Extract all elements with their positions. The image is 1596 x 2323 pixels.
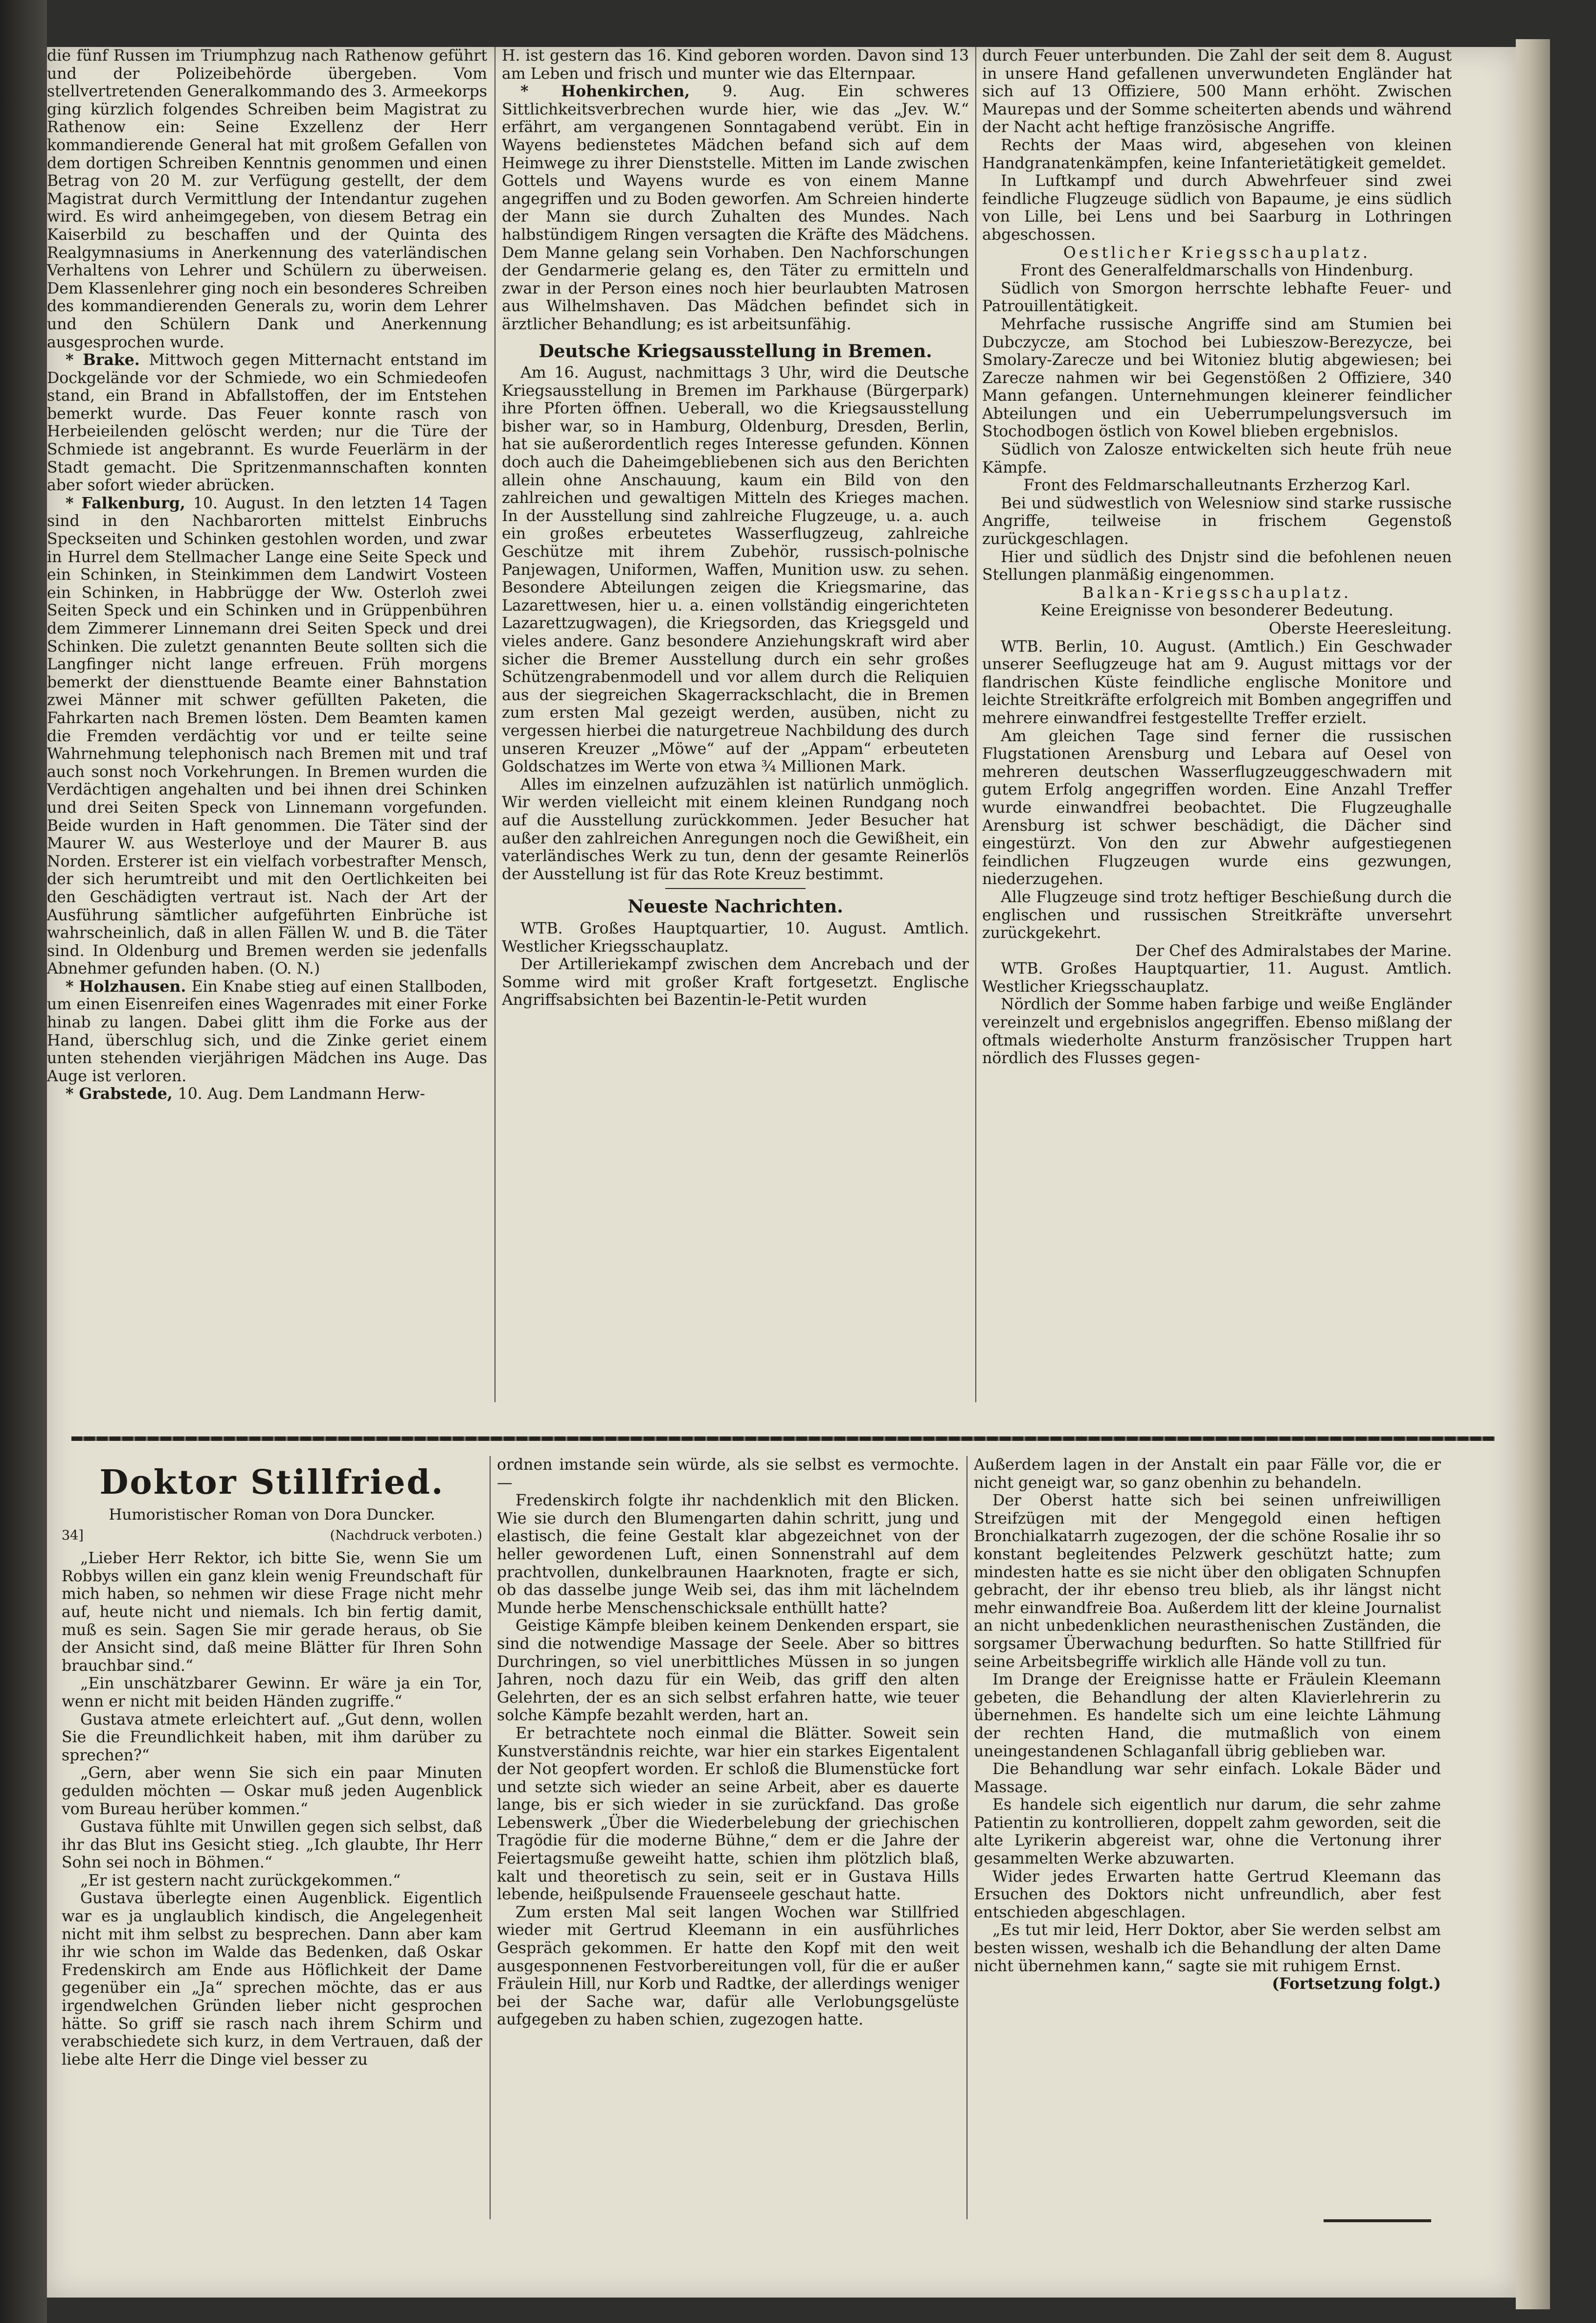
news-paragraph xyxy=(982,638,1452,728)
novel-paragraph: Außerdem lagen in der Anstalt ein paar Fälle vor, die er nicht geneigt war, so ganz obenhin zu behandeln. xyxy=(974,1456,1441,1492)
end-rule xyxy=(1324,2219,1431,2222)
column-divider xyxy=(975,47,976,1402)
paragraph-text: durch Feuer unterbunden. Die Zahl der seit dem 8. August in unsere Hand gefallenen unverwundeten Engländer hat sich auf 13 Offiziere, 500 Mann erhöht. Zwischen Maurepas und der Somme scheiterten abends und während der Nacht acht heftige französische Angriffe. xyxy=(982,47,1452,137)
place-name: * Grabstede, xyxy=(66,1085,178,1103)
novel-paragraph: Gustava überlegte einen Augenblick. Eigentlich war es ja unglaublich kindisch, die Angelegenheit nicht mit ihm selbst zu besprechen. Dann aber kam ihr wie schon im Walde das Bedenken, daß Oskar Fredenskirch am Ende aus Höflichkeit der Dame gegenüber ein „Ja“ sprechen möchte, das er aus irgendwelchen Gründen lieber nicht gesprochen hätte. So griff sie rasch nach ihrem Schirm und verabschiedete sich kurz, in dem Vertrauen, daß der liebe alte Herr die Dinge viel besser zu xyxy=(62,1890,482,2069)
news-paragraph xyxy=(982,172,1452,244)
paragraph-text: WTB. Großes Hauptquartier, 10. August. Amtlich. Westlicher Kriegsschauplatz. xyxy=(502,919,969,956)
novel-subtitle: Humoristischer Roman von Dora Duncker. xyxy=(109,1506,435,1524)
news-paragraph xyxy=(502,83,969,333)
paragraph-text: WTB. Großes Hauptquartier, 11. August. Amtlich. Westlicher Kriegsschauplatz. xyxy=(982,960,1452,996)
novel-paragraph: Fredenskirch folgte ihr nachdenklich mit den Blicken. Wie sie durch den Blumengarten dahin schritt, jung und elastisch, die feine Gestalt klar abgezeichnet von der heller gewordenen Luft, einen Sonnenstrahl auf dem prachtvollen, dunkelbraunen Haarknoten, fragte er sich, ob das dasselbe junge Weib sei, das ihm mit lächelndem Munde herbe Menschenschicksale enthüllt hatte? xyxy=(497,1492,959,1617)
installment-number: 34] xyxy=(62,1527,84,1543)
paragraph-text: Alles im einzelnen aufzuzählen ist natürlich unmöglich. Wir werden vielleicht mit einem kleinen Rundgang noch auf die Ausstellung zurückkommen. Jeder Besucher hat außer den zahlreichen Anregungen noch die Gewißheit, ein vaterländisches Werk zu tun, denn der gesamte Reinerlös der Ausstellung ist für das Rote Kreuz bestimmt. xyxy=(502,775,969,883)
novel-paragraph: Es handele sich eigentlich nur darum, die sehr zahme Patientin zu kontrollieren, doppelt zahm geworden, seit die alte Lyrikerin abgereist war, ohne die Vertonung ihrer gesammelten Werke abzuwarten. xyxy=(974,1796,1441,1868)
news-paragraph xyxy=(502,776,969,884)
novel-paragraph: Im Drange der Ereignisse hatte er Fräulein Kleemann gebeten, die Behandlung der alten Klavierlehrerin zu übernehmen. Es handelte sich um eine leichte Lähmung der rechten Hand, die mutmaßlich von einem uneingestandenen Schlaganfall übrig geblieben war. xyxy=(974,1671,1441,1760)
paragraph-text: H. ist gestern das 16. Kind geboren worden. Davon sind 13 am Leben und frisch und munter wie das Elternpaar. xyxy=(502,47,969,83)
paragraph-text: die fünf Russen im Triumphzug nach Rathenow geführt und der Polizeibehörde übergeben. Vom stellvertretenden Generalkommando des 3. Armeekorps ging kürzlich folgendes Schreiben beim Magistrat zu Rathenow ein: Seine Exzellenz der Herr kommandierende General hat mit großem Gefallen von dem dortigen Schreiben Kenntnis genommen und einen Betrag von 20 M. zur Verfügung gestellt, der dem Magistrat durch Vermittlung der Intendantur zugehen wird. Es wird anheimgegeben, von diesem Betrag ein Kaiserbild zu beschaffen und der Quinta des Realgymnasiums in Anerkennung des vaterländischen Verhaltens von Lehrer und Schülern zu überweisen. Dem Klassenlehrer ging noch ein besonderes Schreiben des kommandierenden Generals zu, worin dem Lehrer und den Schülern Dank und Anerkennung ausgesprochen wurde. xyxy=(47,47,487,351)
front-heading: Front des Generalfeldmarschalls von Hindenburg. xyxy=(1020,262,1414,280)
novel-paragraph: Gustava fühlte mit Unwillen gegen sich selbst, daß ihr das Blut ins Gesicht stieg. „Ich glaubte, Ihr Herr Sohn sei noch in Böhmen.“ xyxy=(62,1818,482,1872)
news-paragraph xyxy=(502,920,969,956)
theater-heading: Oestlicher Kriegsschauplatz. xyxy=(1063,244,1371,262)
signature-line: Oberste Heeresleitung. xyxy=(1269,620,1452,638)
novel-paragraph: Wider jedes Erwarten hatte Gertrud Kleemann das Ersuchen des Doktors nicht unfreundlich, aber fest entschieden abgeschlagen. xyxy=(974,1868,1441,1921)
news-paragraph xyxy=(47,351,487,495)
news-paragraph xyxy=(502,47,969,83)
novel-paragraph: „Ein unschätzbarer Gewinn. Er wäre ja ein Tor, wenn er nicht mit beiden Händen zugriffe.“ xyxy=(62,1675,482,1710)
news-paragraph xyxy=(47,1085,487,1103)
theater-heading: Balkan-Kriegsschauplatz. xyxy=(1082,584,1351,602)
novel-paragraph: Gustava atmete erleichtert auf. „Gut denn, wollen Sie die Freundlichkeit haben, mit ihm darüber zu sprechen?“ xyxy=(62,1710,482,1764)
continued-note: (Fortsetzung folgt.) xyxy=(1272,1975,1441,1993)
paragraph-text: 10. Aug. Dem Landmann Herw- xyxy=(178,1085,425,1103)
paragraph-text: Ein Knabe stieg auf einen Stallboden, um einen Eisenreifen eines Wagenrades mit einer Forke hinab zu langen. Dabei glitt ihm die Forke aus der Hand, überschlug sich, und die Zinke geriet einem unten stehenden vierjährigen Mädchen ins Auge. Das Auge ist verloren. xyxy=(47,978,487,1085)
news-paragraph xyxy=(982,47,1452,137)
paragraph-text: Bei und südwestlich von Welesniow sind starke russische Angriffe, teilweise in frischem Gegenstoß zurückgeschlagen. xyxy=(982,494,1452,548)
news-paragraph xyxy=(47,978,487,1086)
paragraph-text: 9. Aug. Ein schweres Sittlichkeitsverbrechen wurde hier, wie das „Jev. W.“ erfährt, am vergangenen Sonntagabend verübt. Ein in Wayens bedienstetes Mädchen befand sich auf dem Heimwege zu ihrer Dienststelle. Mitten im Lande zwischen Gottels und Wayens wurde es von einem Manne angegriffen und zu Boden geworfen. Am Schreien hinderte der Mann sie durch Zuhalten des Mundes. Nach halbstündigem Ringen versagten die Kräfte des Mädchens. Dem Manne gelang sein Vorhaben. Den Nachforschungen der Gendarmerie gelang es, den Täter zu ermitteln und zwar in der Person eines noch hier beurlaubten Matrosen aus Wilhelmshaven. Das Mädchen befindet sich in ärztlicher Behandlung; es ist arbeitsunfähig. xyxy=(502,83,969,333)
news-paragraph xyxy=(502,956,969,1009)
paragraph-text: Mittwoch gegen Mitternacht entstand im Dockgelände vor der Schmiede, wo ein Schmiedeofen stand, ein Brand in Abfallstoffen, der im Entstehen bemerkt wurde. Das Feuer konnte rasch von Herbeieilenden gelöscht werden; nur die Türe der Schmiede ist angebrannt. Es wurde Feuerlärm in der Stadt gemacht. Die Spritzenmannschaften konnten aber sofort wieder abrücken. xyxy=(47,351,487,495)
news-paragraph xyxy=(502,364,969,776)
news-paragraph xyxy=(982,728,1452,888)
news-paragraph xyxy=(982,137,1452,172)
binding-shadow xyxy=(0,0,47,2323)
news-column-3 xyxy=(982,47,1452,1405)
novel-paragraph: „Es tut mir leid, Herr Doktor, aber Sie werden selbst am besten wissen, weshalb ich die Behandlung der alten Dame nicht übernehmen kann,“ sagte sie mit ruhigem Ernst. xyxy=(974,1921,1441,1975)
section-rule xyxy=(665,888,806,889)
news-paragraph xyxy=(982,441,1452,477)
paragraph-text: Der Artilleriekampf zwischen dem Ancrebach und der Somme wird mit großer Kraft fortgesetzt. Englische Angriffsabsichten bei Bazentin-le-Petit wurden xyxy=(502,956,969,1009)
paragraph-text: Nördlich der Somme haben farbige und weiße Engländer vereinzelt und ergebnislos angegriffen. Ebenso mißlang der oftmals wiederholte Ansturm französischer Truppen hart nördlich des Flusses gegen- xyxy=(982,996,1452,1068)
paragraph-text: Südlich von Smorgon herrschte lebhafte Feuer- und Patrouillentätigkeit. xyxy=(982,279,1452,316)
paragraph-text: In Luftkampf und durch Abwehrfeuer sind zwei feindliche Flugzeuge südlich von Bapaume, je eins südlich von Lille, bei Lens und bei Saarburg in Lothringen abgeschossen. xyxy=(982,172,1452,244)
paragraph-text: Hier und südlich des Dnjstr sind die befohlenen neuen Stellungen planmäßig eingenommen. xyxy=(982,548,1452,584)
novel-column-1 xyxy=(62,1456,482,2219)
news-column-2 xyxy=(502,47,969,1405)
news-paragraph xyxy=(982,495,1452,548)
section-heading: Deutsche Kriegsausstellung in Bremen. xyxy=(539,341,932,362)
paragraph-text: 10. August. In den letzten 14 Tagen sind in den Nachbarorten mittelst Einbruchs Speckseiten und Schinken gestohlen worden, und zwar in Hurrel dem Stellmacher Lange eine Seite Speck und ein Schinken, in Steinkimmen dem Landwirt Vosteen ein Schinken, in Habbrügge der Ww. Osterloh zwei Seiten Speck und ein Schinken und in Grüppenbühren dem Zimmerer Linnemann drei Seiten Speck und drei Schinken. Die zuletzt genannten Beute sollten sich die Langfinger nicht lange erfreuen. Früh morgens bemerkt der diensttuende Beamte einer Bahnstation zwei Männer mit schwer gefüllten Paketen, die Fahrkarten nach Bremen lösten. Dem Beamten kamen die Fremden verdächtig vor und er teilte seine Wahrnehmung telephonisch nach Bremen mit und traf auch sonst noch Vorkehrungen. In Bremen wurden die Verdächtigen angehalten und bei ihnen drei Schinken und drei Seiten Speck von Linnemann vorgefunden. Beide wurden in Haft genommen. Die Täter sind der Maurer W. aus Westerloye und der Maurer B. aus Norden. Ersterer ist ein vielfach vorbestrafter Mensch, der sich herumtreibt und mit den Oertlichkeiten bei den Geschädigten vertraut ist. Nach der Art der Ausführung sämtlicher aufgeführten Einbrüche ist wahrscheinlich, daß in allen Fällen W. und B. die Täter sind. In Oldenburg und Bremen werden sie jedenfalls Abnehmer gefunden haben. (O. N.) xyxy=(47,494,487,978)
novel-paragraph: „Lieber Herr Rektor, ich bitte Sie, wenn Sie um Robbys willen ein ganz klein wenig Freundschaft für mich haben, so nehmen wir diese Frage nicht mehr auf, heute nicht und niemals. Ich bin fertig damit, muß es sein. Sagen Sie mir gerade heraus, ob Sie der Ansicht sind, daß meine Blätter für Ihren Sohn brauchbar sind.“ xyxy=(62,1549,482,1675)
paragraph-text: Am gleichen Tage sind ferner die russischen Flugstationen Arensburg und Lebara auf Oesel von mehreren deutschen Wasserflugzeuggeschwadern mit gutem Erfolg angegriffen worden. Eine Anzahl Treffer wurde einwandfrei beobachtet. Die Flugzeughalle Arensburg ist schwer beschädigt, die Dächer sind eingestürzt. Von den zur Abwehr aufgestiegenen feindlichen Flugzeugen wurde eins gezwungen, niederzugehen. xyxy=(982,727,1452,888)
news-paragraph xyxy=(982,960,1452,996)
paragraph-text: WTB. Berlin, 10. August. (Amtlich.) Ein Geschwader unserer Seeflugzeuge hat am 9. August mittags vor der flandrischen Küste feindliche englische Monitore und leichte Streitkräfte erfolgreich mit Bomben angegriffen und mehrere einwandfrei festgestellte Treffer erzielt. xyxy=(982,638,1452,727)
novel-paragraph: Der Oberst hatte sich bei seinen unfreiwilligen Streifzügen mit der Mengegold einen heftigen Bronchialkatarrh zugezogen, der die schöne Rosalie ihr so konstant begleitendes Pelzwerk geschützt hatte; zum mindesten hatte es sie nicht über den obligaten Schnupfen gebracht, der ihr ebenso treu blieb, als ihr längst nicht mehr einwandfreie Boa. Außerdem litt der kleine Journalist an nicht unbedenklichen neurasthenischen Zuständen, die sorgsamer Überwachung bedurften. So hatte Stillfried für seine Arbeitsbegriffe wirklich alle Hände voll zu tun. xyxy=(974,1492,1441,1671)
news-paragraph xyxy=(47,495,487,978)
paragraph-text: Alle Flugzeuge sind trotz heftiger Beschießung durch die englischen und russischen Streitkräfte unversehrt zurückgekehrt. xyxy=(982,888,1452,942)
paragraph-text: Rechts der Maas wird, abgesehen von kleinen Handgranatenkämpfen, keine Infanterietätigkeit gemeldet. xyxy=(982,136,1452,172)
news-column-1 xyxy=(47,47,487,1405)
novel-title: Doktor Stillfried. xyxy=(99,1463,445,1502)
novel-paragraph: Die Behandlung war sehr einfach. Lokale Bäder und Massage. xyxy=(974,1760,1441,1796)
novel-paragraph: „Gern, aber wenn Sie sich ein paar Minuten gedulden möchten — Oskar muß jeden Augenblick vom Bureau herüber kommen.“ xyxy=(62,1764,482,1818)
place-name: * Holzhausen. xyxy=(66,977,192,996)
reprint-note: (Nachdruck verboten.) xyxy=(330,1527,482,1543)
section-heading: Neueste Nachrichten. xyxy=(628,896,843,917)
place-name: * Brake. xyxy=(66,351,149,369)
column-divider xyxy=(490,1456,491,2219)
signature-line: Der Chef des Admiralstabes der Marine. xyxy=(1135,942,1452,960)
news-paragraph xyxy=(982,280,1452,316)
page-stack-edge xyxy=(1516,39,1550,2309)
novel-paragraph: ordnen imstande sein würde, als sie selbst es vermochte. — xyxy=(497,1456,959,1492)
news-paragraph xyxy=(982,548,1452,584)
paragraph-text: Am 16. August, nachmittags 3 Uhr, wird die Deutsche Kriegsausstellung in Bremen im Parkhause (Bürgerpark) ihre Pforten öffnen. Ueberall, wo die Kriegsausstellung bisher war, so in Hamburg, Oldenburg, Dresden, Berlin, hat sie außerordentlich reges Interesse gefunden. Können doch auch die Daheimgebliebenen sich aus den Berichten allein ohne Anschauung, kaum ein Bild von den zahlreichen und gewaltigen Mitteln des Krieges machen. In der Ausstellung sind zahlreiche Flugzeuge, u. a. auch ein großes erbeutetes Wasserflugzeug, zahlreiche Geschütze mit ihrem Zubehör, russisch-polnische Panjewagen, Uniformen, Waffen, Munition usw. zu sehen. Besondere Abteilungen zeigen die Kriegsmarine, das Lazarettwesen, hier u. a. einen vollständig eingerichteten Lazarettzugwagen), die Kriegsorden, das Kriegsgeld und vieles andere. Ganz besondere Anziehungskraft wird aber sicher die Bremer Ausstellung durch ein sehr großes Schützengrabenmodell und vor allem durch die Reliquien aus der siegreichen Skagerrackschlacht, die in Bremen zum ersten Mal gezeigt werden, ausüben, nicht zu vergessen hierbei die naturgetreue Nachbildung des durch unseren Kreuzer „Möwe“ auf der „Appam“ erbeuteten Goldschatzes im Werte von etwa ¾ Millionen Mark. xyxy=(502,364,969,776)
novel-column-3 xyxy=(974,1456,1441,2219)
novel-paragraph: Zum ersten Mal seit langen Wochen war Stillfried wieder mit Gertrud Kleemann in ein ausführliches Gespräch gekommen. Er hatte den Kopf mit den weit ausgesponnenen Festvorbereitungen voll, für die er außer Fräulein Hill, nur Korb und Radtke, der allerdings weniger bei der Sache war, dafür alle Verlobungsgelüste aufgegeben zu haben schien, zugezogen hatte. xyxy=(497,1903,959,2029)
paragraph-text: Südlich von Zalosze entwickelten sich heute früh neue Kämpfe. xyxy=(982,441,1452,477)
feuilleton-separator xyxy=(71,1436,1495,1441)
front-heading: Keine Ereignisse von besonderer Bedeutung. xyxy=(1040,602,1394,620)
news-paragraph xyxy=(982,316,1452,441)
place-name: * Falkenburg, xyxy=(66,494,193,512)
newspaper-page xyxy=(47,47,1516,2298)
novel-paragraph: „Er ist gestern nacht zurückgekommen.“ xyxy=(80,1871,401,1890)
paragraph-text: Mehrfache russische Angriffe sind am Stumien bei Dubczycze, am Stochod bei Lubieszow-Berezycze, bei Smolary-Zarecze und bei Witoniez blutig abgewiesen; bei Zarecze nahmen wir bei Gegenstößen 2 Offiziere, 340 Mann gefangen. Unternehmungen kleinerer feindlicher Abteilungen und ein Ueberrumpelungsversuch im Stochodbogen östlich von Kowel blieben ergebnislos. xyxy=(982,315,1452,441)
news-paragraph xyxy=(982,888,1452,942)
novel-column-2 xyxy=(497,1456,959,2219)
novel-paragraph: Er betrachtete noch einmal die Blätter. Soweit sein Kunstverständnis reichte, war hier ein starkes Eigentalent der Not geopfert worden. Er schloß die Blumenstücke fort und setzte sich wieder an seine Arbeit, aber es dauerte lange, bis er sich wieder in sie zurückfand. Das große Lebenswerk „Über die Wiederbelebung der griechischen Tragödie für die moderne Bühne,“ dem er die Jahre der Feiertagsmuße geweiht hatte, schien ihm plötzlich blaß, kalt und theoretisch zu sein, seit er in Gustava Hills lebende, heißpulsende Frauenseele geschaut hatte. xyxy=(497,1724,959,1904)
place-name: * Hohenkirchen, xyxy=(520,82,723,101)
news-paragraph xyxy=(982,996,1452,1067)
novel-paragraph: Geistige Kämpfe bleiben keinem Denkenden erspart, sie sind die notwendige Massage der Seele. Aber so bittres Durchringen, so viel unerbittliches Müssen in so jungen Jahren, noch dazu für ein Weib, das griff den alten Gelehrten, der es an sich selbst erfahren hatte, wie teuer solche Kämpfe bezahlt werden, hart an. xyxy=(497,1617,959,1725)
front-heading: Front des Feldmarschalleutnants Erzherzog Karl. xyxy=(1023,477,1411,495)
news-paragraph xyxy=(47,47,487,351)
